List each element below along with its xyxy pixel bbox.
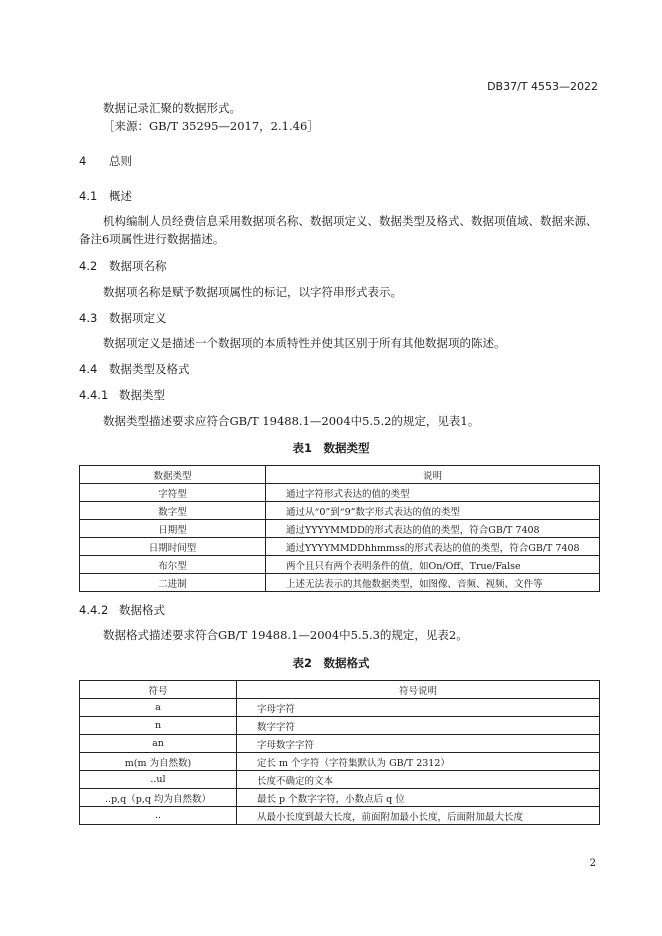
table-2-caption: 表2 数据格式 xyxy=(292,656,370,670)
table-cell: 数字型 xyxy=(80,502,266,520)
column-header: 说明 xyxy=(266,466,600,484)
section-4-4-1-heading xyxy=(79,387,165,403)
section-title: 数据项定义 xyxy=(109,311,167,325)
table-cell: 通过YYYYMMDD的形式表达的值的类型，符合GB/T 7408 xyxy=(266,520,600,538)
section-title: 数据项名称 xyxy=(109,259,167,273)
section-number: 4.4.2 xyxy=(79,603,109,617)
table-cell: .. xyxy=(80,807,237,825)
section-title: 数据类型及格式 xyxy=(109,362,190,376)
paragraph: 数据项定义是描述一个数据项的本质特性并使其区别于所有其他数据项的陈述。 xyxy=(103,336,506,350)
table-cell: 长度不确定的文本 xyxy=(237,771,600,789)
section-4-1-heading xyxy=(79,188,132,204)
table-cell: 布尔型 xyxy=(80,556,266,574)
column-header: 符号说明 xyxy=(237,681,600,699)
table-1-caption: 表1 数据类型 xyxy=(292,441,370,455)
section-4-heading xyxy=(79,153,132,169)
table-cell: 定长 m 个字符（字符集默认为 GB/T 2312） xyxy=(237,753,600,771)
paragraph: 机构编制人员经费信息采用数据项名称、数据项定义、数据类型及格式、数据项值域、数据来源、 xyxy=(103,214,598,228)
table-cell: 字符型 xyxy=(80,484,266,502)
table-data-types xyxy=(79,465,600,592)
table-cell: 日期时间型 xyxy=(80,538,266,556)
section-number: 4.1 xyxy=(79,189,98,203)
section-title: 数据类型 xyxy=(119,388,165,402)
section-title: 数据格式 xyxy=(119,603,165,617)
table-row xyxy=(80,484,600,502)
section-4-4-heading xyxy=(79,361,190,377)
table-cell: 日期型 xyxy=(80,520,266,538)
table-cell: 字母数字字符 xyxy=(237,735,600,753)
table-cell: 字母字符 xyxy=(237,699,600,717)
table-cell: ..p,q（p,q 均为自然数） xyxy=(80,789,237,807)
table-row xyxy=(80,735,600,753)
section-title: 概述 xyxy=(109,189,132,203)
section-number: 4.3 xyxy=(79,311,98,325)
table-cell: 两个且只有两个表明条件的值，如On/Off、True/False xyxy=(266,556,600,574)
section-number: 4 xyxy=(79,154,87,168)
table-row xyxy=(80,556,600,574)
table-cell: ..ul xyxy=(80,771,237,789)
section-4-2-heading xyxy=(79,258,167,274)
table-header-row xyxy=(80,681,600,699)
table-row xyxy=(80,717,600,735)
column-header: 符号 xyxy=(80,681,237,699)
column-header: 数据类型 xyxy=(80,466,266,484)
document-code: DB37/T 4553—2022 xyxy=(487,80,598,93)
table-row xyxy=(80,807,600,825)
source-reference: ［来源：GB/T 35295—2017，2.1.46］ xyxy=(103,119,319,133)
intro-text: 数据记录汇聚的数据形式。 xyxy=(103,101,241,115)
table-cell: 最长 p 个数字字符，小数点后 q 位 xyxy=(237,789,600,807)
table-cell: 二进制 xyxy=(80,574,266,592)
paragraph: 数据格式描述要求符合GB/T 19488.1—2004中5.5.3的规定，见表2。 xyxy=(103,628,468,642)
section-4-3-heading xyxy=(79,310,167,326)
table-row xyxy=(80,789,600,807)
table-row xyxy=(80,520,600,538)
table-data-formats xyxy=(79,680,600,825)
table-row xyxy=(80,574,600,592)
table-cell: n xyxy=(80,717,237,735)
table-header-row xyxy=(80,466,600,484)
section-4-4-2-heading xyxy=(79,602,165,618)
table-row xyxy=(80,771,600,789)
page-number: 2 xyxy=(589,858,596,869)
section-number: 4.2 xyxy=(79,259,98,273)
paragraph: 数据项名称是赋予数据项属性的标记，以字符串形式表示。 xyxy=(103,285,402,299)
paragraph: 数据类型描述要求应符合GB/T 19488.1—2004中5.5.2的规定，见表1。 xyxy=(103,414,480,428)
section-number: 4.4 xyxy=(79,362,98,376)
table-cell: 通过从“0”到“9”数字形式表达的值的类型 xyxy=(266,502,600,520)
table-cell: an xyxy=(80,735,237,753)
section-number: 4.4.1 xyxy=(79,388,109,402)
paragraph: 备注6项属性进行数据描述。 xyxy=(79,232,225,246)
table-row xyxy=(80,538,600,556)
table-cell: a xyxy=(80,699,237,717)
table-cell: 上述无法表示的其他数据类型，如图像、音频、视频、文件等 xyxy=(266,574,600,592)
table-cell: 数字字符 xyxy=(237,717,600,735)
section-title: 总则 xyxy=(109,154,132,168)
table-cell: 从最小长度到最大长度，前面附加最小长度，后面附加最大长度 xyxy=(237,807,600,825)
table-cell: 通过字符形式表达的值的类型 xyxy=(266,484,600,502)
table-row xyxy=(80,753,600,771)
table-cell: 通过YYYYMMDDhhmmss的形式表达的值的类型，符合GB/T 7408 xyxy=(266,538,600,556)
table-row xyxy=(80,699,600,717)
table-row xyxy=(80,502,600,520)
table-cell: m(m 为自然数) xyxy=(80,753,237,771)
